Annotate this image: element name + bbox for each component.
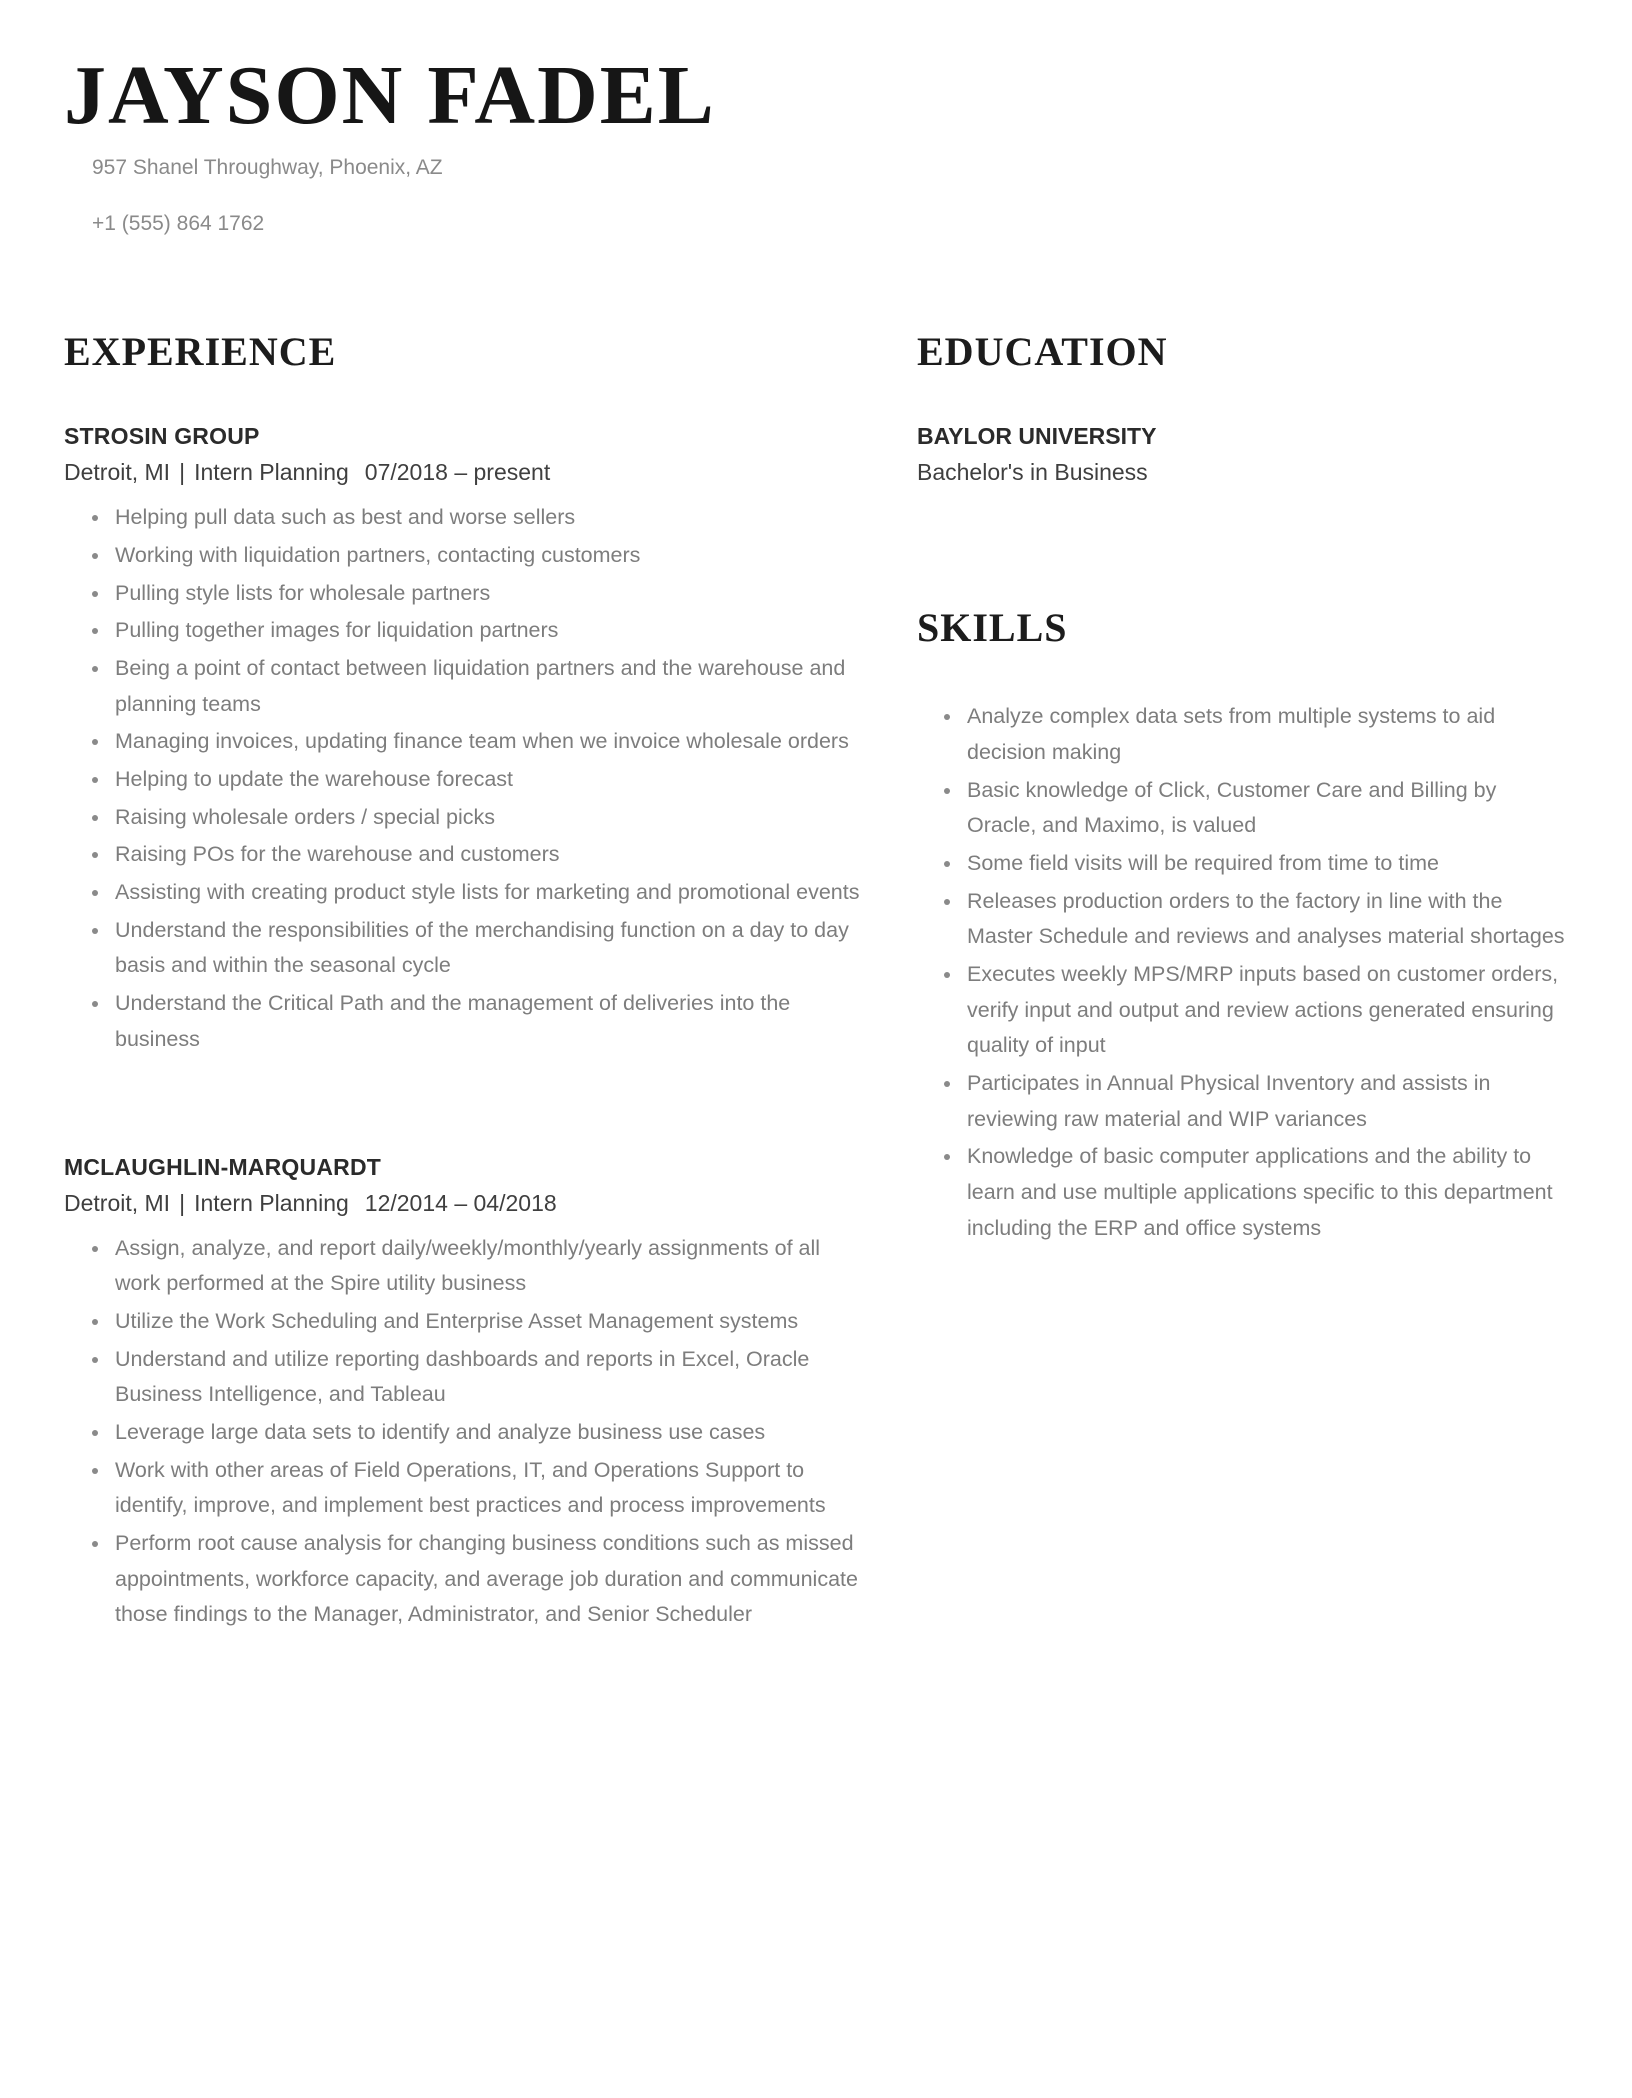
job-role: Intern Planning bbox=[194, 459, 349, 486]
skill-bullet: • Participates in Annual Physical Inventory and assists in reviewing raw material and WIP variances bbox=[963, 1066, 1568, 1137]
company-name: STROSIN GROUP bbox=[64, 423, 260, 450]
degree-name: Bachelor's in Business bbox=[917, 459, 1148, 486]
job-bullet: • Assign, analyze, and report daily/weekly/monthly/yearly assignments of all work performed at the Spire utility business bbox=[111, 1231, 860, 1302]
resume-columns bbox=[64, 328, 1568, 1635]
job-meta-line bbox=[64, 1190, 860, 1217]
job-location: Detroit, MI bbox=[64, 459, 171, 486]
skills-section-title: SKILLS bbox=[917, 605, 1068, 651]
skill-bullet: • Releases production orders to the factory in line with the Master Schedule and reviews and analyses material shortages bbox=[963, 884, 1568, 955]
address-line: 957 Shanel Throughway, Phoenix, AZ bbox=[92, 156, 443, 180]
job-bullet: • Perform root cause analysis for changing business conditions such as missed appointments, workforce capacity, and average job duration and communicate those findings to the Manager, Administrator, and Senior Scheduler bbox=[111, 1526, 860, 1633]
left-column bbox=[64, 328, 860, 1635]
skills-section bbox=[917, 604, 1568, 1246]
skill-bullet: • Knowledge of basic computer applications and the ability to learn and use multiple applications specific to this department including the ERP and office systems bbox=[963, 1139, 1568, 1246]
job-bullet: • Helping to update the warehouse forecast bbox=[111, 762, 860, 798]
school-name: BAYLOR UNIVERSITY bbox=[917, 423, 1157, 450]
job-dates: 12/2014 – 04/2018 bbox=[364, 1189, 557, 1216]
job-bullet: • Pulling together images for liquidation partners bbox=[111, 613, 860, 649]
skill-bullet: • Some field visits will be required from time to time bbox=[963, 846, 1568, 882]
job-location: Detroit, MI bbox=[64, 1189, 171, 1216]
job-bullet: • Raising wholesale orders / special picks bbox=[111, 800, 860, 836]
job-role: Intern Planning bbox=[194, 1189, 349, 1216]
contact-info bbox=[64, 156, 1568, 236]
job-strosin-group bbox=[64, 423, 860, 1057]
job-bullet: • Understand and utilize reporting dashboards and reports in Excel, Oracle Business Intelligence, and Tableau bbox=[111, 1342, 860, 1413]
pipe-separator: | bbox=[179, 459, 186, 486]
pipe-separator: | bbox=[179, 1189, 186, 1216]
skill-bullet: • Basic knowledge of Click, Customer Care and Billing by Oracle, and Maximo, is valued bbox=[963, 773, 1568, 844]
job-bullet-list bbox=[64, 500, 860, 1057]
right-column bbox=[917, 328, 1568, 1248]
job-bullet: • Leverage large data sets to identify and analyze business use cases bbox=[111, 1415, 860, 1451]
skills-bullet-list bbox=[917, 699, 1568, 1246]
job-bullet: • Work with other areas of Field Operations, IT, and Operations Support to identify, improve, and implement best practices and process improvements bbox=[111, 1453, 860, 1524]
phone-line: +1 (555) 864 1762 bbox=[92, 212, 265, 236]
skill-bullet: • Analyze complex data sets from multiple systems to aid decision making bbox=[963, 699, 1568, 770]
job-bullet: • Helping pull data such as best and worse sellers bbox=[111, 500, 860, 536]
job-bullet: • Utilize the Work Scheduling and Enterprise Asset Management systems bbox=[111, 1304, 860, 1340]
education-section-title: EDUCATION bbox=[917, 329, 1168, 375]
job-meta-line bbox=[64, 459, 860, 486]
resume-header bbox=[64, 49, 1568, 236]
job-dates: 07/2018 – present bbox=[364, 459, 551, 486]
job-bullet: • Pulling style lists for wholesale partners bbox=[111, 576, 860, 612]
job-mclaughlin-marquardt bbox=[64, 1154, 860, 1634]
job-bullet: • Understand the responsibilities of the merchandising function on a day to day basis and within the seasonal cycle bbox=[111, 913, 860, 984]
company-name: MCLAUGHLIN-MARQUARDT bbox=[64, 1153, 382, 1180]
job-bullet: • Managing invoices, updating finance team when we invoice wholesale orders bbox=[111, 724, 860, 760]
person-name: JAYSON FADEL bbox=[64, 49, 716, 142]
education-section bbox=[917, 328, 1568, 486]
job-bullet: • Working with liquidation partners, contacting customers bbox=[111, 538, 860, 574]
skill-bullet: • Executes weekly MPS/MRP inputs based on customer orders, verify input and output and review actions generated ensuring quality of input bbox=[963, 957, 1568, 1064]
job-bullet-list bbox=[64, 1231, 860, 1634]
job-bullet: • Raising POs for the warehouse and customers bbox=[111, 837, 860, 873]
experience-section-title: EXPERIENCE bbox=[64, 329, 337, 375]
job-bullet: • Assisting with creating product style lists for marketing and promotional events bbox=[111, 875, 860, 911]
job-bullet: • Understand the Critical Path and the management of deliveries into the business bbox=[111, 986, 860, 1057]
job-bullet: • Being a point of contact between liquidation partners and the warehouse and planning teams bbox=[111, 651, 860, 722]
experience-section bbox=[64, 328, 860, 1633]
